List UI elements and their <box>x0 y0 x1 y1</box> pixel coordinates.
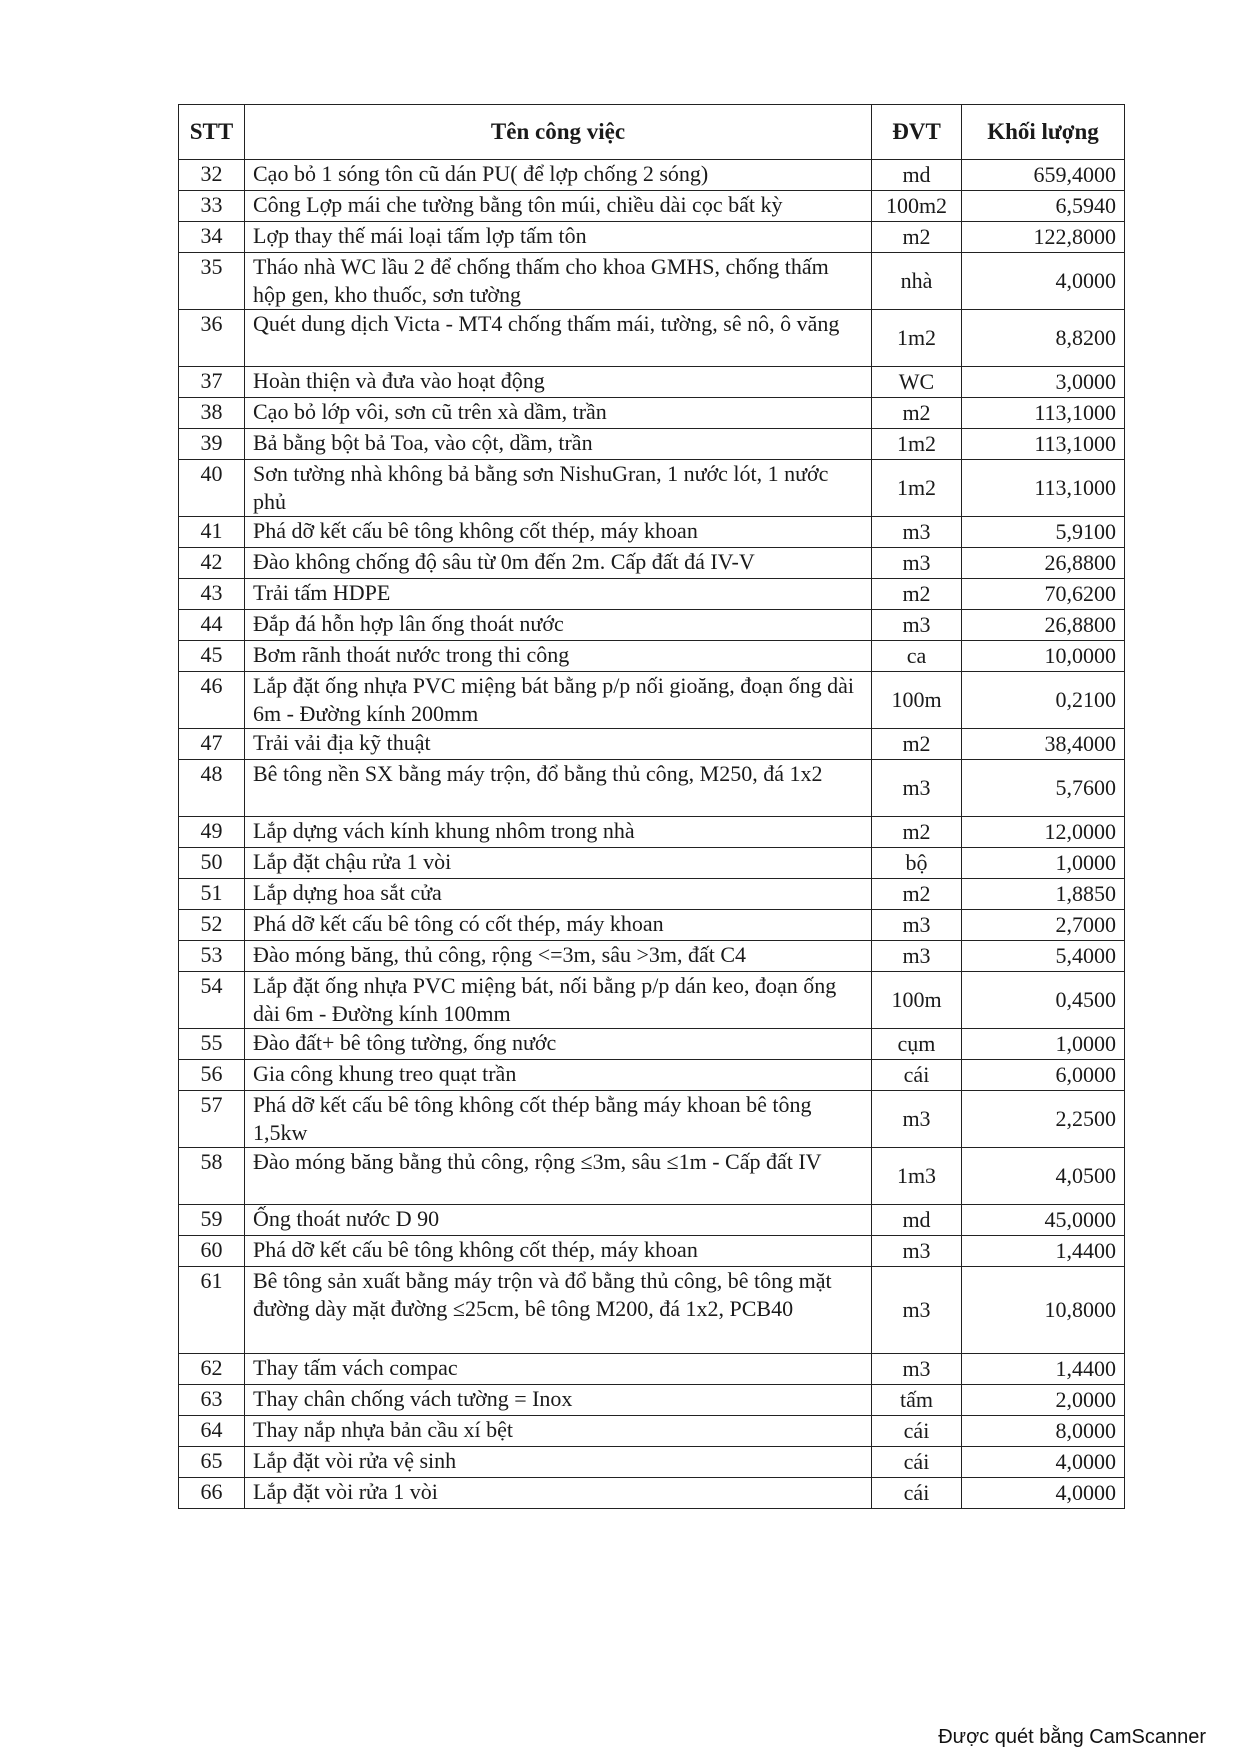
row-unit: cái <box>872 1060 962 1091</box>
row-unit: 100m2 <box>872 191 962 222</box>
row-stt: 35 <box>179 253 245 310</box>
row-unit: m3 <box>872 760 962 817</box>
row-stt: 66 <box>179 1478 245 1509</box>
header-stt: STT <box>179 105 245 160</box>
row-task-name: Lắp đặt vòi rửa vệ sinh <box>245 1447 872 1478</box>
row-quantity: 26,8800 <box>962 610 1125 641</box>
row-stt: 46 <box>179 672 245 729</box>
row-stt: 62 <box>179 1354 245 1385</box>
table-row <box>179 760 1125 817</box>
row-task-name: Cạo bỏ 1 sóng tôn cũ dán PU( để lợp chống 2 sóng) <box>245 160 872 191</box>
table-row <box>179 310 1125 367</box>
row-task-name: Đắp đá hỗn hợp lân ống thoát nước <box>245 610 872 641</box>
row-quantity: 3,0000 <box>962 367 1125 398</box>
row-stt: 37 <box>179 367 245 398</box>
row-stt: 41 <box>179 517 245 548</box>
row-quantity: 113,1000 <box>962 429 1125 460</box>
row-unit: tấm <box>872 1385 962 1416</box>
row-task-name: Hoàn thiện và đưa vào hoạt động <box>245 367 872 398</box>
row-quantity: 1,8850 <box>962 879 1125 910</box>
row-stt: 60 <box>179 1236 245 1267</box>
table-row <box>179 548 1125 579</box>
row-stt: 36 <box>179 310 245 367</box>
row-task-name: Phá dỡ kết cấu bê tông không cốt thép bằng máy khoan bê tông 1,5kw <box>245 1091 872 1148</box>
row-task-name: Lắp dựng hoa sắt cửa <box>245 879 872 910</box>
row-unit: md <box>872 160 962 191</box>
table-row <box>179 460 1125 517</box>
row-stt: 52 <box>179 910 245 941</box>
row-task-name: Thay nắp nhựa bản cầu xí bệt <box>245 1416 872 1447</box>
row-task-name: Phá dỡ kết cấu bê tông có cốt thép, máy khoan <box>245 910 872 941</box>
table-row <box>179 729 1125 760</box>
row-quantity: 10,8000 <box>962 1267 1125 1354</box>
row-unit: 1m2 <box>872 310 962 367</box>
row-stt: 51 <box>179 879 245 910</box>
row-unit: m3 <box>872 1091 962 1148</box>
table-row <box>179 222 1125 253</box>
row-task-name: Bê tông nền SX bằng máy trộn, đổ bằng thủ công, M250, đá 1x2 <box>245 760 872 817</box>
row-stt: 38 <box>179 398 245 429</box>
row-unit: m3 <box>872 548 962 579</box>
row-quantity: 5,4000 <box>962 941 1125 972</box>
row-quantity: 6,5940 <box>962 191 1125 222</box>
row-stt: 32 <box>179 160 245 191</box>
row-unit: ca <box>872 641 962 672</box>
table-row <box>179 1267 1125 1354</box>
row-quantity: 1,4400 <box>962 1236 1125 1267</box>
table-row <box>179 1148 1125 1205</box>
row-quantity: 113,1000 <box>962 398 1125 429</box>
table-row <box>179 398 1125 429</box>
row-stt: 44 <box>179 610 245 641</box>
row-task-name: Lắp đặt ống nhựa PVC miệng bát bằng p/p nối gioăng, đoạn ống dài 6m - Đường kính 200mm <box>245 672 872 729</box>
table-row <box>179 1060 1125 1091</box>
row-task-name: Lắp đặt chậu rửa 1 vòi <box>245 848 872 879</box>
row-quantity: 1,0000 <box>962 1029 1125 1060</box>
row-task-name: Lắp dựng vách kính khung nhôm trong nhà <box>245 817 872 848</box>
table-row <box>179 1385 1125 1416</box>
row-unit: m2 <box>872 879 962 910</box>
row-stt: 56 <box>179 1060 245 1091</box>
row-quantity: 1,4400 <box>962 1354 1125 1385</box>
row-stt: 48 <box>179 760 245 817</box>
row-quantity: 2,2500 <box>962 1091 1125 1148</box>
row-unit: 100m <box>872 672 962 729</box>
table-row <box>179 910 1125 941</box>
row-unit: WC <box>872 367 962 398</box>
row-stt: 64 <box>179 1416 245 1447</box>
row-stt: 65 <box>179 1447 245 1478</box>
row-unit: cái <box>872 1447 962 1478</box>
row-unit: cái <box>872 1416 962 1447</box>
row-task-name: Thay chân chống vách tường = Inox <box>245 1385 872 1416</box>
row-unit: 1m3 <box>872 1148 962 1205</box>
row-unit: m3 <box>872 941 962 972</box>
row-unit: nhà <box>872 253 962 310</box>
row-quantity: 70,6200 <box>962 579 1125 610</box>
row-stt: 34 <box>179 222 245 253</box>
table-row <box>179 817 1125 848</box>
row-quantity: 5,9100 <box>962 517 1125 548</box>
row-task-name: Đào đất+ bê tông tường, ống nước <box>245 1029 872 1060</box>
table-row <box>179 879 1125 910</box>
row-task-name: Bơm rãnh thoát nước trong thi công <box>245 641 872 672</box>
row-task-name: Đào móng băng bằng thủ công, rộng ≤3m, sâu ≤1m - Cấp đất IV <box>245 1148 872 1205</box>
row-stt: 54 <box>179 972 245 1029</box>
row-quantity: 38,4000 <box>962 729 1125 760</box>
row-task-name: Tháo nhà WC lầu 2 để chống thấm cho khoa GMHS, chống thấm hộp gen, kho thuốc, sơn tường <box>245 253 872 310</box>
row-task-name: Bê tông sản xuất bằng máy trộn và đổ bằng thủ công, bê tông mặt đường dày mặt đường ≤25cm, bê tông M200, đá 1x2, PCB40 <box>245 1267 872 1354</box>
table-row <box>179 1354 1125 1385</box>
row-unit: m2 <box>872 398 962 429</box>
row-quantity: 113,1000 <box>962 460 1125 517</box>
row-stt: 49 <box>179 817 245 848</box>
row-quantity: 10,0000 <box>962 641 1125 672</box>
row-unit: bộ <box>872 848 962 879</box>
table-row <box>179 1478 1125 1509</box>
row-stt: 33 <box>179 191 245 222</box>
row-stt: 39 <box>179 429 245 460</box>
row-quantity: 0,2100 <box>962 672 1125 729</box>
row-stt: 58 <box>179 1148 245 1205</box>
row-task-name: Phá dỡ kết cấu bê tông không cốt thép, máy khoan <box>245 517 872 548</box>
row-unit: md <box>872 1205 962 1236</box>
row-stt: 53 <box>179 941 245 972</box>
work-volume-table <box>178 104 1125 1509</box>
table-row <box>179 191 1125 222</box>
table-row <box>179 367 1125 398</box>
row-quantity: 4,0500 <box>962 1148 1125 1205</box>
row-quantity: 1,0000 <box>962 848 1125 879</box>
scanner-watermark: Được quét bằng CamScanner <box>938 1726 1206 1748</box>
row-unit: 100m <box>872 972 962 1029</box>
row-task-name: Công Lợp mái che tường bằng tôn múi, chiều dài cọc bất kỳ <box>245 191 872 222</box>
row-quantity: 0,4500 <box>962 972 1125 1029</box>
row-unit: m2 <box>872 729 962 760</box>
table-row <box>179 517 1125 548</box>
row-quantity: 2,0000 <box>962 1385 1125 1416</box>
row-stt: 63 <box>179 1385 245 1416</box>
table-row <box>179 610 1125 641</box>
table-row <box>179 579 1125 610</box>
row-quantity: 4,0000 <box>962 253 1125 310</box>
table-row <box>179 160 1125 191</box>
row-unit: cái <box>872 1478 962 1509</box>
row-task-name: Thay tấm vách compac <box>245 1354 872 1385</box>
row-unit: m3 <box>872 1267 962 1354</box>
row-task-name: Ống thoát nước D 90 <box>245 1205 872 1236</box>
row-stt: 47 <box>179 729 245 760</box>
row-quantity: 6,0000 <box>962 1060 1125 1091</box>
row-unit: m2 <box>872 817 962 848</box>
row-task-name: Trải vải địa kỹ thuật <box>245 729 872 760</box>
row-stt: 59 <box>179 1205 245 1236</box>
row-unit: m3 <box>872 1354 962 1385</box>
row-quantity: 122,8000 <box>962 222 1125 253</box>
row-task-name: Trải tấm HDPE <box>245 579 872 610</box>
row-unit: cụm <box>872 1029 962 1060</box>
header-unit: ĐVT <box>872 105 962 160</box>
header-quantity: Khối lượng <box>962 105 1125 160</box>
row-task-name: Bả bằng bột bả Toa, vào cột, dầm, trần <box>245 429 872 460</box>
row-task-name: Phá dỡ kết cấu bê tông không cốt thép, máy khoan <box>245 1236 872 1267</box>
row-task-name: Sơn tường nhà không bả bằng sơn NishuGran, 1 nước lót, 1 nước phủ <box>245 460 872 517</box>
row-quantity: 4,0000 <box>962 1478 1125 1509</box>
row-task-name: Cạo bỏ lớp vôi, sơn cũ trên xà dầm, trần <box>245 398 872 429</box>
row-stt: 40 <box>179 460 245 517</box>
row-task-name: Đào móng băng, thủ công, rộng <=3m, sâu >3m, đất C4 <box>245 941 872 972</box>
row-unit: m2 <box>872 222 962 253</box>
row-unit: 1m2 <box>872 460 962 517</box>
row-quantity: 8,0000 <box>962 1416 1125 1447</box>
table-row <box>179 641 1125 672</box>
row-unit: m3 <box>872 610 962 641</box>
row-unit: m2 <box>872 579 962 610</box>
table-row <box>179 429 1125 460</box>
row-task-name: Lợp thay thế mái loại tấm lợp tấm tôn <box>245 222 872 253</box>
row-quantity: 4,0000 <box>962 1447 1125 1478</box>
row-task-name: Lắp đặt vòi rửa 1 vòi <box>245 1478 872 1509</box>
table-row <box>179 848 1125 879</box>
table-row <box>179 1091 1125 1148</box>
row-task-name: Quét dung dịch Victa - MT4 chống thấm mái, tường, sê nô, ô văng <box>245 310 872 367</box>
row-quantity: 5,7600 <box>962 760 1125 817</box>
table-header-row <box>179 105 1125 160</box>
table-row <box>179 253 1125 310</box>
table-row <box>179 672 1125 729</box>
row-task-name: Lắp đặt ống nhựa PVC miệng bát, nối bằng p/p dán keo, đoạn ống dài 6m - Đường kính 100mm <box>245 972 872 1029</box>
row-unit: m3 <box>872 517 962 548</box>
row-unit: m3 <box>872 1236 962 1267</box>
table-row <box>179 1205 1125 1236</box>
table-row <box>179 1447 1125 1478</box>
row-quantity: 8,8200 <box>962 310 1125 367</box>
row-unit: 1m2 <box>872 429 962 460</box>
row-stt: 45 <box>179 641 245 672</box>
row-stt: 61 <box>179 1267 245 1354</box>
row-stt: 42 <box>179 548 245 579</box>
table-row <box>179 941 1125 972</box>
table-body <box>179 160 1125 1509</box>
row-task-name: Gia công khung treo quạt trần <box>245 1060 872 1091</box>
row-unit: m3 <box>872 910 962 941</box>
row-stt: 50 <box>179 848 245 879</box>
row-stt: 57 <box>179 1091 245 1148</box>
table-row <box>179 1416 1125 1447</box>
table-row <box>179 1029 1125 1060</box>
row-stt: 55 <box>179 1029 245 1060</box>
row-quantity: 45,0000 <box>962 1205 1125 1236</box>
table-row <box>179 972 1125 1029</box>
row-quantity: 26,8800 <box>962 548 1125 579</box>
row-stt: 43 <box>179 579 245 610</box>
row-task-name: Đào không chống độ sâu từ 0m đến 2m. Cấp đất đá IV-V <box>245 548 872 579</box>
row-quantity: 659,4000 <box>962 160 1125 191</box>
row-quantity: 12,0000 <box>962 817 1125 848</box>
header-task-name: Tên công việc <box>245 105 872 160</box>
table-row <box>179 1236 1125 1267</box>
row-quantity: 2,7000 <box>962 910 1125 941</box>
